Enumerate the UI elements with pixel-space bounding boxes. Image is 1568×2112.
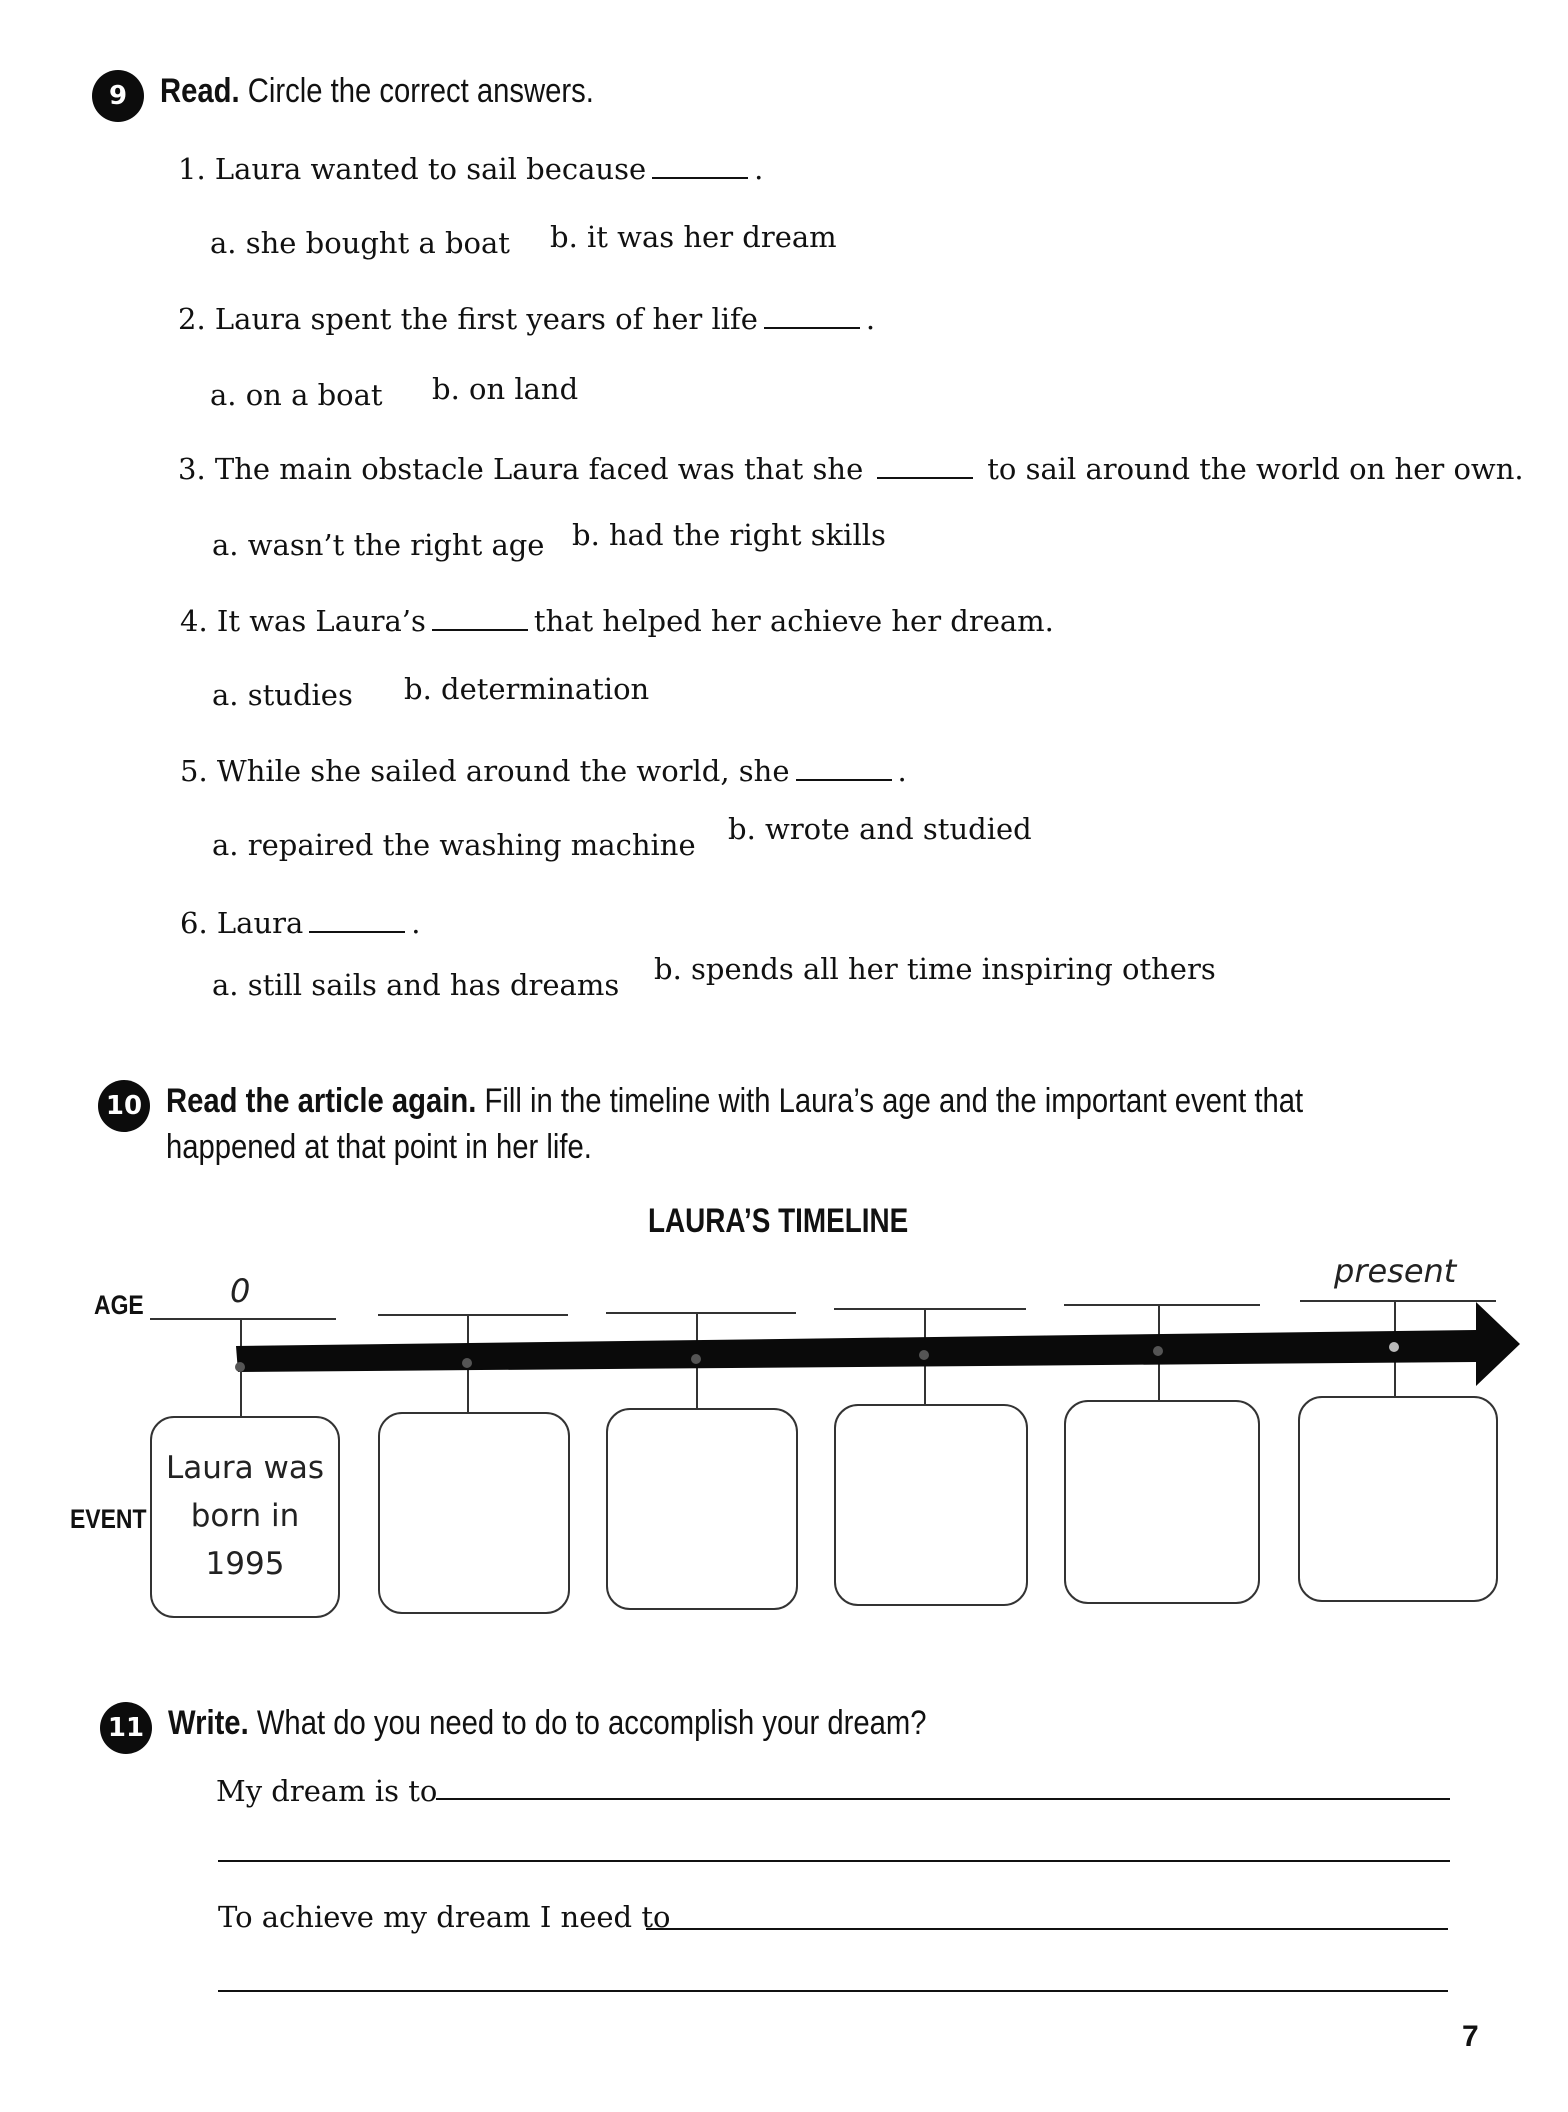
option-5a[interactable]: a. repaired the washing machine xyxy=(212,828,696,862)
option-2b[interactable]: b. on land xyxy=(432,372,579,406)
timeline-dot xyxy=(919,1350,929,1360)
option-5b[interactable]: b. wrote and studied xyxy=(728,812,1032,846)
question-after: to sail around the world on her own. xyxy=(987,452,1524,486)
writing-line[interactable] xyxy=(218,1860,1450,1862)
last-age-value: present xyxy=(1334,1252,1457,1290)
timeline-title: LAURA’S TIMELINE xyxy=(648,1202,909,1240)
question-6 xyxy=(180,906,421,940)
option-6b[interactable]: b. spends all her time inspiring others xyxy=(654,952,1216,986)
question-number: 6. xyxy=(180,906,208,940)
event-line: Laura was xyxy=(165,1450,324,1486)
option-2a[interactable]: a. on a boat xyxy=(210,378,383,412)
question-after: that helped her achieve her dream. xyxy=(533,604,1054,638)
question-text: Laura spent the first years of her life xyxy=(214,302,758,336)
option-6a[interactable]: a. still sails and has dreams xyxy=(212,968,620,1002)
exercise-9-number: 9 xyxy=(92,70,144,122)
timeline-dot xyxy=(691,1354,701,1364)
timeline-dot xyxy=(1153,1346,1163,1356)
age-label: AGE xyxy=(94,1290,144,1320)
question-number: 5. xyxy=(180,754,208,788)
question-text: While she sailed around the world, she xyxy=(216,754,790,788)
question-text: It was Laura’s xyxy=(216,604,426,638)
question-number: 1. xyxy=(178,152,206,186)
exercise-9-instruction xyxy=(160,72,594,111)
first-age-value: 0 xyxy=(230,1272,251,1310)
writing-prompt-1: My dream is to xyxy=(216,1774,438,1808)
event-box-4[interactable] xyxy=(834,1404,1028,1606)
event-box-2[interactable] xyxy=(378,1412,570,1614)
question-5 xyxy=(180,754,907,788)
event-box-3[interactable] xyxy=(606,1408,798,1610)
answer-blank[interactable] xyxy=(652,176,748,179)
answer-blank[interactable] xyxy=(309,930,405,933)
writing-line[interactable] xyxy=(218,1990,1448,1992)
exercise-10-number: 10 xyxy=(98,1080,150,1132)
first-event-text xyxy=(152,1418,338,1588)
question-after: . xyxy=(865,302,876,336)
question-2 xyxy=(178,302,875,336)
question-1 xyxy=(178,152,763,186)
timeline-arrow xyxy=(236,1292,1522,1392)
question-text: The main obstacle Laura faced was that she xyxy=(214,452,864,486)
question-number: 4. xyxy=(180,604,208,638)
option-3b[interactable]: b. had the right skills xyxy=(572,518,886,552)
question-3 xyxy=(178,452,1524,486)
question-after: . xyxy=(411,906,421,940)
timeline-dot xyxy=(462,1358,472,1368)
question-text: Laura xyxy=(216,906,304,940)
exercise-10-instruction xyxy=(166,1082,1303,1121)
event-label: EVENT xyxy=(70,1504,147,1534)
question-number: 2. xyxy=(178,302,206,336)
exercise-10-text-line2: happened at that point in her life. xyxy=(166,1128,592,1166)
page-number: 7 xyxy=(1462,2020,1479,2053)
exercise-9-text: Circle the correct answers. xyxy=(247,72,594,110)
question-after: . xyxy=(754,152,764,186)
option-3a[interactable]: a. wasn’t the right age xyxy=(212,528,545,562)
answer-blank[interactable] xyxy=(764,326,860,329)
answer-blank[interactable] xyxy=(796,778,892,781)
event-box-6[interactable] xyxy=(1298,1396,1498,1602)
exercise-9-title: Read. xyxy=(160,72,240,110)
event-box-5[interactable] xyxy=(1064,1400,1260,1604)
option-1a[interactable]: a. she bought a boat xyxy=(210,226,510,260)
timeline-dot xyxy=(235,1362,245,1372)
exercise-11-number: 11 xyxy=(100,1702,152,1754)
writing-line[interactable] xyxy=(646,1928,1448,1930)
exercise-11-instruction xyxy=(168,1704,926,1743)
option-4a[interactable]: a. studies xyxy=(212,678,353,712)
answer-blank[interactable] xyxy=(877,476,973,479)
exercise-10-title: Read the article again. xyxy=(166,1082,477,1120)
timeline-dot xyxy=(1389,1342,1399,1352)
option-1b[interactable]: b. it was her dream xyxy=(550,220,837,254)
event-line: 1995 xyxy=(205,1546,285,1582)
exercise-10-text-line1: Fill in the timeline with Laura’s age and the important event that xyxy=(484,1082,1304,1120)
exercise-11-text: What do you need to do to accomplish your dream? xyxy=(256,1704,927,1742)
question-4 xyxy=(180,604,1054,638)
question-text: Laura wanted to sail because xyxy=(214,152,647,186)
exercise-11-title: Write. xyxy=(168,1704,249,1742)
event-line: born in xyxy=(190,1498,300,1534)
question-after: . xyxy=(897,754,907,788)
event-box-1[interactable] xyxy=(150,1416,340,1618)
answer-blank[interactable] xyxy=(432,628,528,631)
question-number: 3. xyxy=(178,452,206,486)
writing-line[interactable] xyxy=(436,1798,1450,1800)
option-4b[interactable]: b. determination xyxy=(404,672,650,706)
writing-prompt-2: To achieve my dream I need to xyxy=(218,1900,671,1934)
